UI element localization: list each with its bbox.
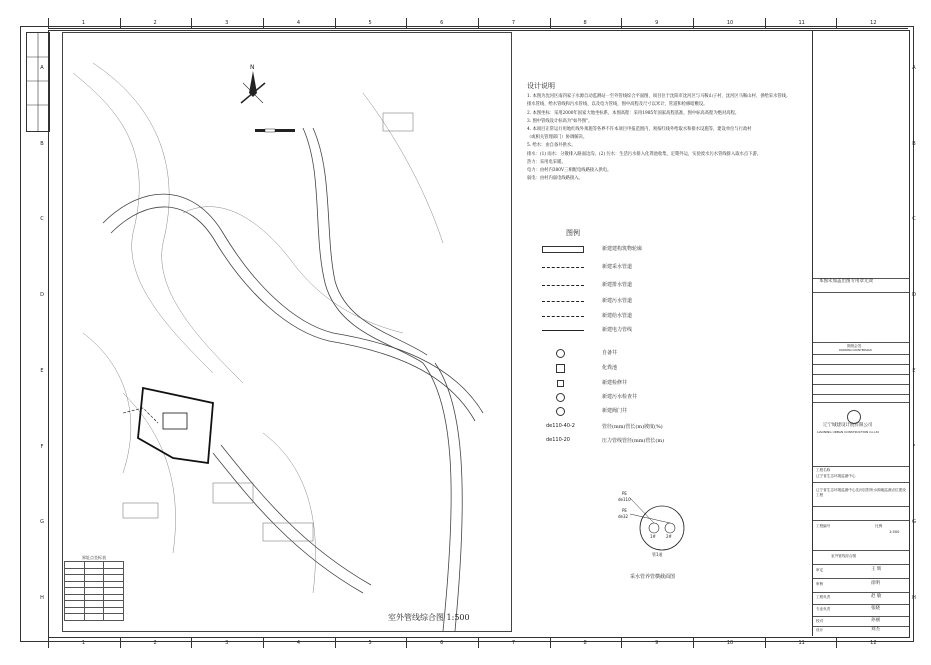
grid-ruler-top <box>48 18 908 29</box>
scale-label: 比例 <box>875 524 883 528</box>
site-plan-panel <box>62 32 512 632</box>
legend-label: 自备井 <box>602 350 618 356</box>
notes-item: 1. 本图为沈河区南四家子水源自动监测站一至外管线综合平面图，项目位于沈阳市沈河区与马鞍山子村、沈河区马鞍山村、供给采水管线。 <box>527 94 791 100</box>
section-title: 采水管养管横截面图 <box>630 574 676 580</box>
ruler-letter: E <box>912 367 916 374</box>
sign-name: 王 辉 <box>871 567 882 572</box>
ruler-number: 10 <box>726 20 734 26</box>
legend-item <box>540 392 810 404</box>
title-block <box>812 30 909 636</box>
power-line-icon <box>542 330 584 331</box>
ruler-number: 11 <box>798 20 805 26</box>
legend-label: 新建给水管道 <box>602 313 633 319</box>
ruler-number: 6 <box>440 640 444 646</box>
notes-item: 电力：由村内380V三相配电线路接入供电。 <box>527 168 612 174</box>
building-outline-icon <box>542 246 584 253</box>
sign-name: 徐明 <box>871 581 880 586</box>
design-notes <box>527 82 812 183</box>
ruler-tick <box>48 18 49 28</box>
notes-item: 2. 本图坐标：采用2000年国家大地坐标系，本图高程：采用1985年国家高程基准，图中标高高程为绝对高程。 <box>527 110 740 116</box>
sign-role: 校对 <box>816 619 824 623</box>
map-title: 室外管线综合图 1:500 <box>388 613 470 622</box>
subproject-name: 辽宁省生态环境监测中心沈河区阳所水源地监测点位建设工程 <box>816 488 906 497</box>
project-name: 辽宁省生态环境监测中心 <box>816 474 856 478</box>
legend-item <box>540 325 810 337</box>
section-label: de110 <box>618 497 631 502</box>
legend-label: 新建污水检查井 <box>602 394 638 400</box>
notes-item: 3. 图中管线设计标高为"如外图"。 <box>527 118 593 124</box>
ruler-number: 4 <box>296 20 301 26</box>
ruler-tick <box>335 18 336 28</box>
legend-item <box>540 436 810 448</box>
valve-well-icon <box>556 407 565 416</box>
pipe-code: de110-40-2 <box>546 423 575 429</box>
ruler-tick <box>120 18 121 28</box>
drawing-number-label: 工程编号 <box>816 524 831 528</box>
water-supply-pipe-icon <box>542 316 584 317</box>
pipe-section-drawing <box>600 486 710 586</box>
ruler-number: 8 <box>583 20 587 26</box>
ruler-letter: C <box>40 216 44 223</box>
company-logo-icon <box>847 410 861 424</box>
legend-item <box>540 406 810 418</box>
notes-item: 热力：采用电采暖。 <box>527 159 566 165</box>
ruler-letter: F <box>912 443 916 450</box>
notes-item: 5. 给水：由自备井供水。 <box>527 143 576 149</box>
legend-label: 新建检修井 <box>602 380 628 386</box>
ruler-number: 9 <box>655 640 659 646</box>
ruler-tick <box>836 18 837 28</box>
ruler-tick <box>550 18 551 28</box>
ruler-tick <box>478 18 479 28</box>
ruler-tick <box>693 638 694 648</box>
ruler-number: 6 <box>440 20 444 26</box>
ruler-number: 1 <box>81 640 86 646</box>
ruler-tick <box>263 18 264 28</box>
ruler-tick <box>693 18 694 28</box>
ruler-number: 4 <box>296 640 301 646</box>
notes-item: （或相关管理部门）协调解决。 <box>527 135 588 141</box>
ruler-number: 3 <box>225 640 229 646</box>
ruler-tick <box>406 638 407 648</box>
ruler-tick <box>478 638 479 648</box>
ruler-letter: C <box>912 216 916 223</box>
drain-pipe-icon <box>542 285 584 286</box>
ruler-letter: B <box>40 140 44 147</box>
ruler-number: 3 <box>225 20 229 26</box>
company-name: 辽宁城建设计院有限公司 <box>823 423 873 428</box>
ruler-letter: A <box>912 64 916 71</box>
ruler-number: 7 <box>511 20 516 26</box>
revision-stamp-grid <box>27 33 49 131</box>
company-name-en: LIAONING URBAN CONSTRUCTION Co.Ltd <box>817 430 879 434</box>
ruler-number: 9 <box>655 20 659 26</box>
coordinate-table-grid <box>64 561 124 621</box>
sewage-inspection-well-icon <box>556 393 565 402</box>
ruler-tick <box>191 18 192 28</box>
ruler-tick <box>335 638 336 648</box>
legend-label: 新建阀门井 <box>602 408 628 414</box>
ruler-tick <box>406 18 407 28</box>
ruler-letter: H <box>40 595 44 602</box>
section-sub: 管1道 <box>652 552 663 557</box>
countersign-subtitle: DRAWING COUNTERSIGN <box>839 349 872 352</box>
ruler-tick <box>765 638 766 648</box>
ruler-tick <box>263 638 264 648</box>
legend-item <box>540 348 810 360</box>
sign-name: 刘杰 <box>871 627 880 632</box>
ruler-tick <box>765 18 766 28</box>
ruler-tick <box>191 638 192 648</box>
ruler-number: 11 <box>798 640 805 646</box>
unstamped-warning: 本图未加盖出图专用章无效 <box>819 279 873 284</box>
notes-item: 排水管线、给水管线和污水管线、以及电力管线，图中高程及尺寸以米计，管道和检修暗敷设。 <box>527 102 708 108</box>
legend-title: 图例 <box>566 229 580 237</box>
ruler-tick <box>120 638 121 648</box>
ruler-number: 10 <box>726 640 734 646</box>
inspection-well-icon <box>557 380 564 387</box>
ruler-letter: B <box>912 140 916 147</box>
ruler-letter: D <box>40 292 44 299</box>
legend-label: 新建建构筑物轮廓 <box>602 246 643 252</box>
septic-tank-icon <box>556 364 565 373</box>
legend-item <box>540 262 810 274</box>
legend-item <box>540 422 810 434</box>
drawing-name: 室外管线综合图 <box>831 554 857 558</box>
countersign-title: 图纸会签 <box>847 344 862 348</box>
sign-role: 专业负责 <box>816 607 831 611</box>
ruler-number: 8 <box>583 640 587 646</box>
ruler-number: 5 <box>368 640 372 646</box>
ruler-tick <box>836 638 837 648</box>
notes-item: 排水：(1) 雨水：分散排入路面边沟。(2) 污水：生活污水排入化粪池收集，定期外运，实验废水污水管线排入取水点下游。 <box>527 151 762 157</box>
ruler-number: 2 <box>153 20 157 26</box>
coordinate-table <box>64 555 124 623</box>
legend-item <box>540 311 810 323</box>
scale-value: 1:500 <box>889 530 900 534</box>
ruler-tick <box>621 18 622 28</box>
svg-text:N: N <box>250 64 255 71</box>
north-arrow-icon <box>241 64 265 103</box>
ruler-number: 12 <box>870 20 877 26</box>
sign-role: 审核 <box>816 582 824 586</box>
revision-stamp <box>26 32 50 132</box>
coordinate-table-title: 界址点坐标表 <box>82 555 106 560</box>
notes-item: 4. 本项目正常运行用地红线外须施等各界不许本项目申报范围内，须按红线外给取水和排水设施等，建设单位与行政村 <box>527 127 752 133</box>
section-label: 1# <box>650 534 656 539</box>
ruler-number: 1 <box>81 20 86 26</box>
road-lines <box>103 128 483 631</box>
site-boundary <box>123 388 213 463</box>
legend-label: 新建污水管道 <box>602 298 633 304</box>
ruler-tick <box>550 638 551 648</box>
notes-item: 弱电：由村内弱电线路接入。 <box>527 176 583 182</box>
legend-label: 压力管线管径(mm)管长(m) <box>602 438 665 444</box>
sign-role: 审定 <box>816 568 824 572</box>
ruler-letter: F <box>40 443 44 450</box>
section-label: PE <box>622 508 627 513</box>
ruler-letter: D <box>912 292 916 299</box>
legend-item <box>540 363 810 375</box>
sewage-pipe-icon <box>542 301 584 302</box>
sign-name: 赵 敏 <box>871 594 882 599</box>
sign-role: 设计 <box>816 628 824 632</box>
sign-name: 张晓 <box>871 606 880 611</box>
ruler-letter: E <box>40 367 44 374</box>
legend-item <box>540 378 810 390</box>
section-label: de32 <box>618 514 629 519</box>
legend-item <box>540 296 810 308</box>
section-label: PE <box>622 491 627 496</box>
project-label: 工程名称 <box>816 468 831 472</box>
ruler-number: 12 <box>870 640 877 646</box>
ruler-number: 2 <box>153 640 157 646</box>
grid-ruler-bottom <box>48 637 908 648</box>
well-icon <box>556 349 565 358</box>
ruler-tick <box>621 638 622 648</box>
ruler-tick <box>48 638 49 648</box>
legend-item <box>540 280 810 292</box>
legend-label: 新建采水管道 <box>602 264 633 270</box>
ruler-letter: A <box>40 64 44 71</box>
notes-heading: 设计说明 <box>527 82 555 90</box>
ruler-letter: H <box>912 595 916 602</box>
legend-label: 化粪池 <box>602 365 618 371</box>
ruler-number: 7 <box>511 640 516 646</box>
sign-role: 工程负责 <box>816 595 831 599</box>
sign-name: 孙丽 <box>871 618 880 623</box>
ruler-letter: G <box>40 519 44 526</box>
pipe-code: de110-20 <box>546 437 570 443</box>
legend-label: 新建电力管线 <box>602 327 633 333</box>
legend-label: 新建排水管道 <box>602 282 633 288</box>
section-label: 2# <box>666 534 672 539</box>
legend-item <box>540 244 810 256</box>
existing-buildings <box>123 113 413 541</box>
ruler-number: 5 <box>368 20 372 26</box>
terrain-contours <box>73 63 443 593</box>
scale-bar <box>255 129 295 132</box>
intake-pipe-icon <box>542 267 584 268</box>
ruler-letter: G <box>912 519 916 526</box>
legend-label: 管径(mm)管长(m)坡度(%) <box>602 424 663 430</box>
site-plan-drawing <box>63 33 511 631</box>
